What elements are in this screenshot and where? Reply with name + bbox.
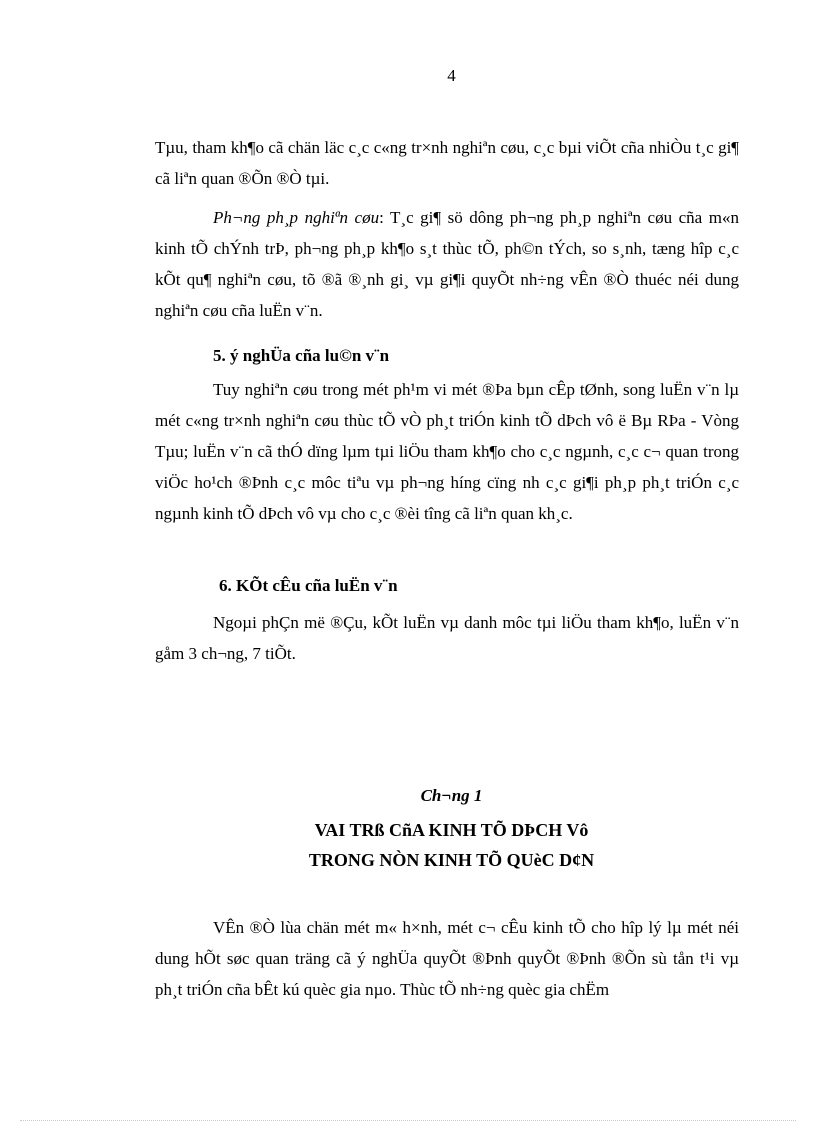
- page-bottom-rule: [20, 1120, 796, 1121]
- section-5-heading: 5. ý nghÜa cña lu©n v¨n: [213, 346, 390, 365]
- section-6-heading: 6. KÕt cÊu cña luËn v¨n: [219, 576, 398, 595]
- chapter-title-line-2: TRONG NÒN KINH TÕ QUèC D¢N: [308, 850, 595, 870]
- chapter-title-line-1: VAI TRß CñA KINH TÕ DÞCH Vô: [314, 820, 589, 840]
- chapter-label: Ch¬ng 1: [420, 786, 483, 805]
- methods-paragraph: [155, 202, 739, 326]
- section-5-body: Tuy nghiªn cøu trong mét ph¹m vi mét ®Þa bµn cÊp tØnh, song luËn v¨n lµ mét c«ng tr×nh nghiªn cøu thùc tÕ vÒ ph¸t triÓn kinh tÕ dÞch vô ë Bµ RÞa - Vòng Tµu; luËn v¨n cã thÓ dïng lµm tµi liÖu tham kh¶o cho c¸c ngµnh, c¸c c¬ quan trong viÖc ho¹ch ®Þnh c¸c môc tiªu vµ ph¬ng híng cïng nh c¸c gi¶i ph¸p ph¸t triÓn c¸c ngµnh kinh tÕ dÞch vô vµ cho c¸c ®èi tîng cã liªn quan kh¸c.: [155, 380, 739, 523]
- methods-body: : T¸c gi¶ sö dông ph¬ng ph¸p nghiªn cøu cña m«n kinh tÕ chÝnh trÞ, ph¬ng ph¸p kh¶o s¸t thùc tÕ, ph©n tÝch, so s¸nh, tæng hîp c¸c kÕt qu¶ nghiªn cøu, tõ ®ã ®¸nh gi¸ vµ gi¶i quyÕt nh÷ng vÊn ®Ò thuéc néi dung nghiªn cøu cña luËn v¨n.: [155, 208, 739, 320]
- chapter-body: VÊn ®Ò lùa chän mét m« h×nh, mét c¬ cÊu kinh tÕ cho hîp lý lµ mét néi dung hÕt søc quan träng cã ý nghÜa quyÕt ®Þnh quyÕt ®Þnh ®Õn sù tån t¹i vµ ph¸t triÓn cña bÊt kú quèc gia nµo. Thùc tÕ nh÷ng quèc gia chËm: [155, 918, 739, 999]
- section-6-body: Ngoµi phÇn më ®Çu, kÕt luËn vµ danh môc tµi liÖu tham kh¶o, luËn v¨n gåm 3 ch¬ng, 7 tiÕt.: [155, 613, 739, 663]
- methods-lead: Ph¬ng ph¸p nghiªn cøu: [213, 208, 380, 227]
- intro-paragraph: Tµu, tham kh¶o cã chän läc c¸c c«ng tr×nh nghiªn cøu, c¸c bµi viÕt cña nhiÒu t¸c gi¶ cã liªn quan ®Õn ®Ò tµi.: [155, 138, 739, 188]
- page-number: 4: [447, 66, 456, 85]
